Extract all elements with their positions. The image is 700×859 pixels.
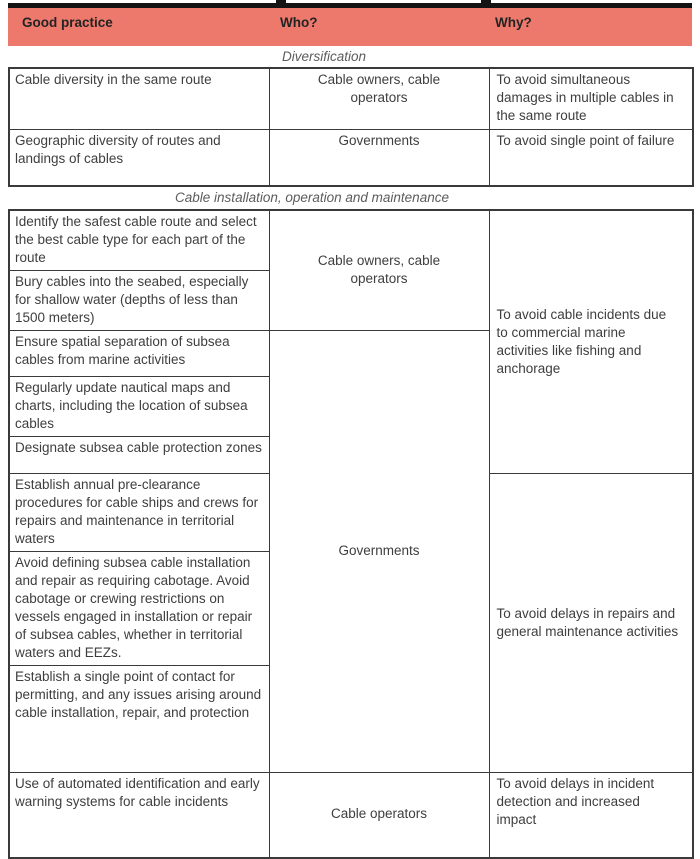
practice-cell: Bury cables into the seabed, especially for shallow water (depths of less than 1500 meters) (9, 271, 269, 331)
table-row (9, 773, 693, 858)
why-cell: To avoid delays in incident detection and increased impact (489, 773, 693, 858)
section-title-installation: Cable installation, operation and maintenance (175, 190, 449, 205)
practice-cell: Identify the safest cable route and select the best cable type for each part of the route (9, 210, 269, 271)
practice-cell: Establish a single point of contact for permitting, and any issues arising around cable installation, repair, and protection (9, 666, 269, 773)
practice-cell: Avoid defining subsea cable installation and repair as requiring cabotage. Avoid cabotage or crewing restrictions on vessels engaged in installation or repair of subsea cables, whether in territorial waters and EEZs. (9, 552, 269, 666)
who-cell (269, 210, 489, 331)
table-header-bar (8, 8, 692, 46)
why-cell: To avoid single point of failure (489, 129, 693, 186)
practice-cell: Cable diversity in the same route (9, 68, 269, 129)
scan-artifact-notch (276, 0, 286, 3)
practice-cell: Ensure spatial separation of subsea cables from marine activities (9, 331, 269, 377)
table-row (9, 210, 693, 271)
header-why: Why? (495, 15, 532, 30)
who-label: Cable owners, cable operators (317, 72, 441, 105)
scan-artifact-notch (481, 0, 491, 3)
why-cell: To avoid delays in repairs and general maintenance activities (489, 474, 693, 773)
practice-cell: Designate subsea cable protection zones (9, 437, 269, 474)
table-row (9, 129, 693, 186)
who-cell (269, 331, 489, 773)
practice-cell: Establish annual pre-clearance procedures for cable ships and crews for repairs and maintenance in territorial waters (9, 474, 269, 552)
header-who: Who? (280, 15, 318, 30)
who-cell (269, 773, 489, 858)
who-cell (269, 68, 489, 129)
section-title-diversification: Diversification (281, 49, 367, 64)
who-label: Governments (338, 543, 420, 558)
installation-table (8, 209, 694, 859)
who-label: Governments (338, 132, 420, 148)
practice-cell: Regularly update nautical maps and charts, including the location of subsea cables (9, 377, 269, 437)
practice-cell: Use of automated identification and early warning systems for cable incidents (9, 773, 269, 858)
why-cell: To avoid simultaneous damages in multiple cables in the same route (489, 68, 693, 129)
table-row (9, 68, 693, 129)
who-label: Cable operators (330, 806, 428, 822)
who-label: Cable owners, cable operators (317, 253, 441, 286)
why-cell: To avoid cable incidents due to commercial marine activities like fishing and anchorage (489, 210, 693, 474)
who-cell (269, 129, 489, 186)
header-good-practice: Good practice (22, 15, 113, 30)
diversification-table (8, 67, 694, 187)
document-page (8, 3, 692, 859)
practice-cell: Geographic diversity of routes and landings of cables (9, 129, 269, 186)
